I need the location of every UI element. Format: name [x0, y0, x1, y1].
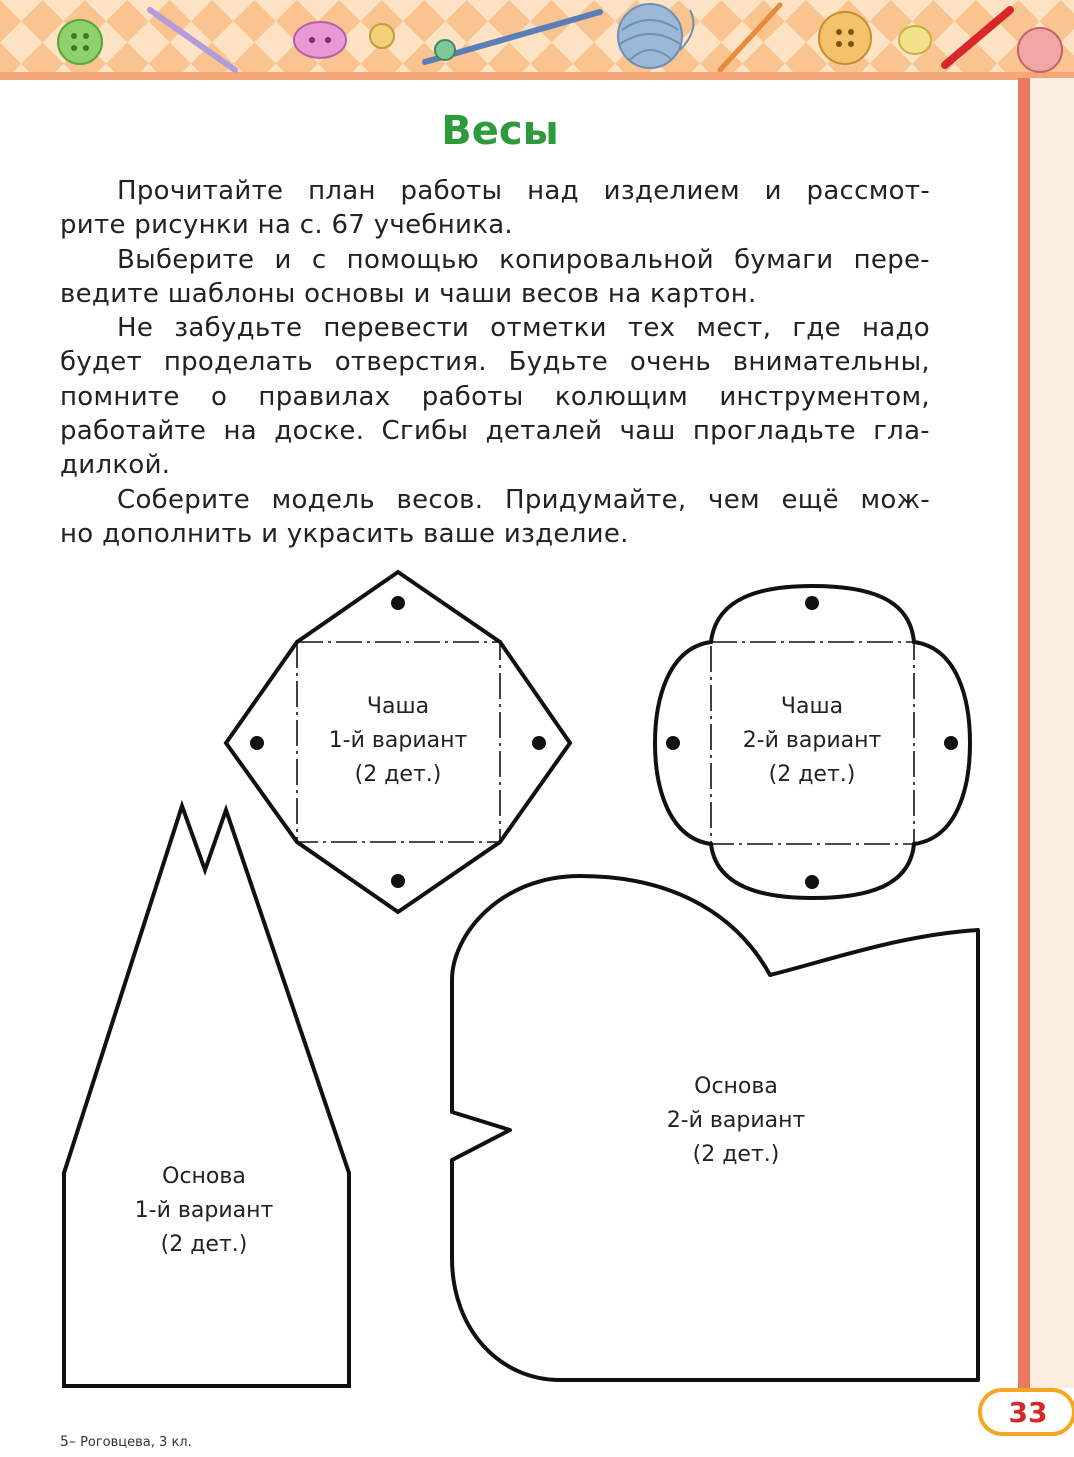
text-line: Не забудьте перевести отметки тех мест, где надо: [117, 313, 930, 344]
footer: [60, 1434, 192, 1450]
text-line: работайте на доске. Сгибы деталей чаш прогладьте гла-: [60, 416, 930, 447]
hole-mark: [805, 596, 819, 610]
text-line: Соберите модель весов. Придумайте, чем ещё мож-: [117, 484, 930, 515]
button-icon: [819, 12, 871, 64]
page-number-badge: [978, 1388, 1074, 1436]
page-title: Весы: [441, 108, 559, 154]
text-line: ведите шаблоны основы и чаши весов на картон.: [60, 278, 757, 309]
hole-mark: [532, 736, 546, 750]
button-icon: [370, 24, 394, 48]
base-2-label: Основа 2-й вариант (2 дет.): [666, 1074, 806, 1167]
hole-mark: [805, 875, 819, 889]
text-line: но дополнить и украсить ваше изделие.: [60, 518, 629, 549]
footer-credit: Роговцева, 3 кл.: [80, 1435, 192, 1450]
hole-mark: [391, 596, 405, 610]
hole-mark: [391, 874, 405, 888]
bowl-2-label: Чаша 2-й вариант (2 дет.): [742, 694, 882, 787]
footer-sheet: 5–: [60, 1434, 76, 1450]
hole-mark: [666, 736, 680, 750]
hole-mark: [944, 736, 958, 750]
base-1-label: Основа 1-й вариант (2 дет.): [134, 1164, 274, 1257]
text-line: Выберите и с помощью копировальной бумаги пере-: [117, 244, 930, 275]
text-line: будет проделать отверстия. Будьте очень внимательны,: [60, 347, 930, 378]
hole-mark: [250, 736, 264, 750]
button-icon: [1018, 28, 1062, 72]
text-line: Прочитайте план работы над изделием и рассмот-: [117, 176, 930, 206]
text-line: помните о правилах работы колющим инструментом,: [60, 381, 930, 412]
button-icon: [294, 22, 346, 58]
bowl-1-label: Чаша 1-й вариант (2 дет.): [328, 694, 468, 787]
instructions-text: [60, 174, 930, 551]
base-template-variant-1: [64, 806, 349, 1386]
button-icon: [899, 26, 931, 54]
page-number: 33: [1008, 1396, 1048, 1429]
button-icon: [58, 20, 102, 64]
templates-drawing: [0, 560, 1074, 1400]
text-line: дилкой.: [60, 450, 171, 481]
header-banner: [0, 0, 1074, 80]
text-line: рите рисунки на с. 67 учебника.: [60, 210, 514, 241]
